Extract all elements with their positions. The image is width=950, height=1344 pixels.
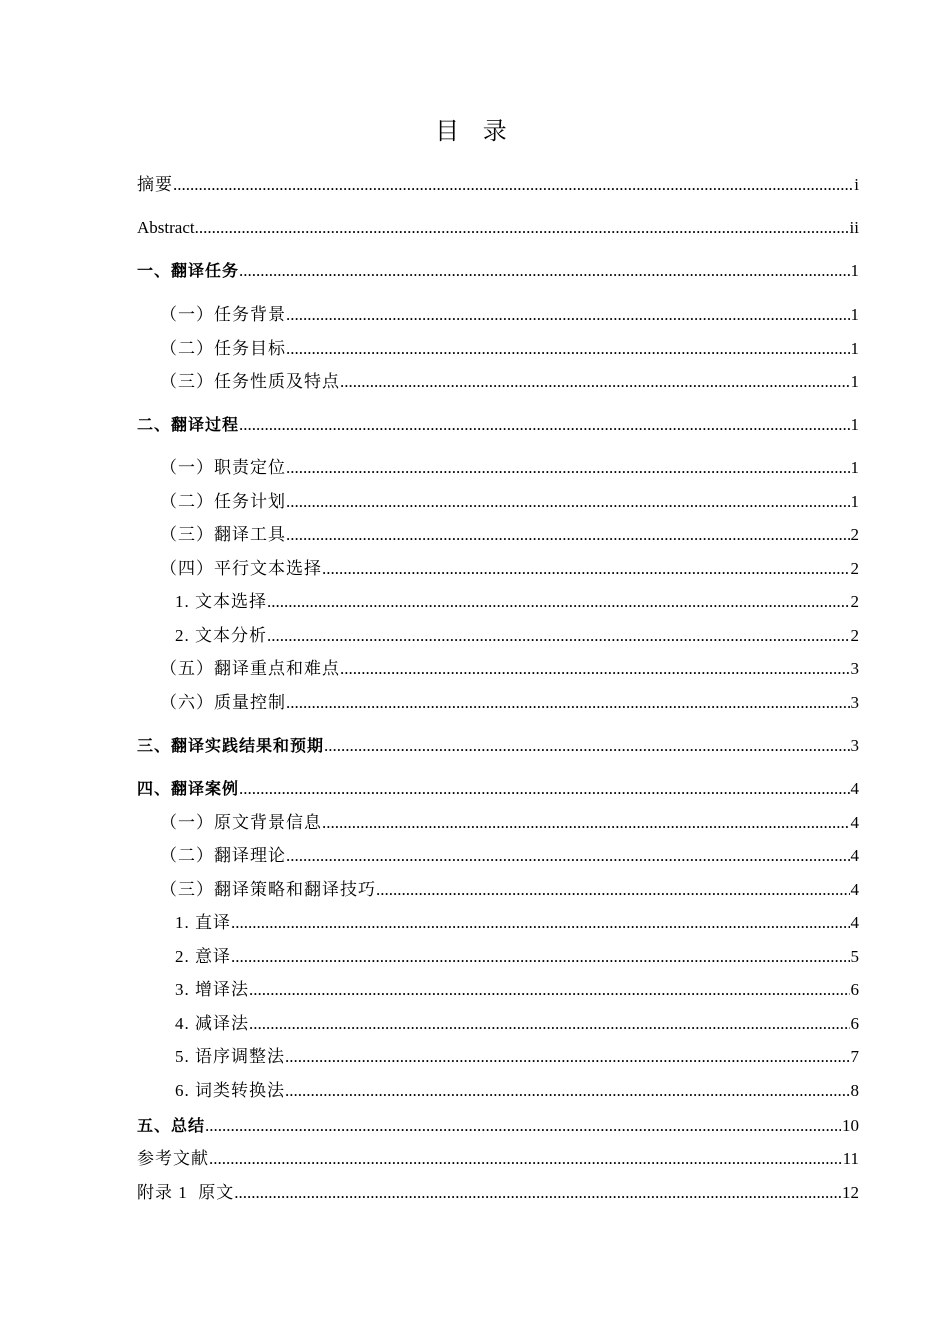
toc-entry-subsection[interactable]: [175, 978, 859, 1002]
toc-entry-label: 6. 词类转换法: [175, 1081, 285, 1100]
dot-leader: [249, 1012, 850, 1036]
dot-leader: [286, 337, 850, 361]
toc-entry-page: 4: [850, 880, 859, 899]
toc-entry-label: 摘要: [137, 175, 173, 194]
toc-entry-appendix-1[interactable]: [137, 1181, 859, 1205]
toc-entry-subsection[interactable]: [175, 1045, 859, 1069]
toc-entry-label: （一）职责定位: [160, 458, 286, 477]
toc-entry-page: 10: [842, 1116, 859, 1135]
toc-entry-chapter-5[interactable]: [137, 1114, 859, 1138]
toc-entry-section[interactable]: [160, 337, 859, 361]
toc-entry-page: 11: [842, 1149, 859, 1168]
toc-entry-label: 2. 意译: [175, 947, 231, 966]
dot-leader: [286, 844, 850, 868]
toc-entry-label: 4. 减译法: [175, 1014, 249, 1033]
toc-entry-abstract-en[interactable]: [137, 216, 859, 240]
toc-entry-section[interactable]: [160, 657, 859, 681]
toc-entry-subsection[interactable]: [175, 1079, 859, 1103]
toc-entry-subsection[interactable]: [175, 945, 859, 969]
dot-leader: [285, 1045, 850, 1069]
dot-leader: [286, 523, 850, 547]
toc-entry-page: 4: [850, 779, 859, 798]
toc-entry-abstract-cn[interactable]: [137, 173, 859, 197]
toc-entry-section[interactable]: [160, 878, 859, 902]
toc-entry-section[interactable]: [160, 490, 859, 514]
toc-entry-label: 二、翻译过程: [137, 415, 240, 434]
toc-entry-label: （三）任务性质及特点: [160, 372, 340, 391]
toc-entry-section[interactable]: [160, 811, 859, 835]
toc-entry-page: 4: [850, 913, 859, 932]
toc-entry-page: ii: [849, 218, 859, 237]
toc-entry-page: i: [854, 175, 859, 194]
toc-entry-page: 2: [850, 626, 859, 645]
toc-entry-page: 1: [850, 492, 859, 511]
toc-entry-label: （四）平行文本选择: [160, 559, 322, 578]
toc-entry-section[interactable]: [160, 303, 859, 327]
dot-leader: [234, 1181, 841, 1205]
toc-entry-label: 一、翻译任务: [137, 261, 240, 280]
toc-entry-label: （三）翻译工具: [160, 525, 286, 544]
dot-leader: [322, 811, 850, 835]
toc-entry-section[interactable]: [160, 370, 859, 394]
toc-entry-page: 1: [850, 339, 859, 358]
toc-entry-page: 2: [850, 592, 859, 611]
toc-entry-label: （六）质量控制: [160, 693, 286, 712]
page-title: 目 录: [435, 117, 515, 145]
dot-leader: [195, 216, 849, 240]
dot-leader: [231, 945, 850, 969]
toc-entry-subsection[interactable]: [175, 624, 859, 648]
dot-leader: [286, 490, 850, 514]
toc-entry-label: 5. 语序调整法: [175, 1047, 285, 1066]
dot-leader: [267, 590, 850, 614]
toc-entry-page: 6: [850, 1014, 859, 1033]
toc-entry-section[interactable]: [160, 844, 859, 868]
toc-entry-label: 3. 增译法: [175, 980, 249, 999]
dot-leader: [376, 878, 850, 902]
dot-leader: [285, 1079, 850, 1103]
toc-entry-label: （二）任务计划: [160, 492, 286, 511]
toc-entry-references[interactable]: [137, 1147, 859, 1171]
toc-entry-chapter-1[interactable]: [137, 259, 859, 283]
dot-leader: [286, 691, 850, 715]
toc-entry-subsection[interactable]: [175, 590, 859, 614]
toc-entry-page: 1: [850, 458, 859, 477]
toc-entry-chapter-3[interactable]: [137, 734, 859, 758]
toc-entry-page: 2: [850, 525, 859, 544]
toc-entry-page: 1: [850, 372, 859, 391]
dot-leader: [209, 1147, 842, 1171]
dot-leader: [286, 456, 850, 480]
toc-entry-chapter-2[interactable]: [137, 413, 859, 437]
toc-entry-chapter-4[interactable]: [137, 777, 859, 801]
toc-entry-label: 附录 1 原文: [137, 1183, 235, 1202]
toc-entry-page: 1: [850, 305, 859, 324]
toc-entry-page: 4: [850, 846, 859, 865]
toc-entry-page: 4: [850, 813, 859, 832]
dot-leader: [322, 557, 850, 581]
toc-entry-label: 参考文献: [137, 1149, 209, 1168]
toc-entry-label: 1. 直译: [175, 913, 231, 932]
dot-leader: [239, 777, 849, 801]
toc-entry-page: 2: [850, 559, 859, 578]
toc-entry-page: 1: [850, 261, 859, 280]
toc-entry-label: （一）原文背景信息: [160, 813, 322, 832]
dot-leader: [340, 657, 850, 681]
toc-entry-label: 三、翻译实践结果和预期: [137, 736, 325, 755]
toc-entry-subsection[interactable]: [175, 1012, 859, 1036]
toc-entry-page: 12: [842, 1183, 859, 1202]
dot-leader: [231, 911, 850, 935]
dot-leader: [239, 259, 849, 283]
dot-leader: [286, 303, 850, 327]
dot-leader: [324, 734, 849, 758]
dot-leader: [340, 370, 850, 394]
toc-entry-page: 3: [850, 659, 859, 678]
toc-entry-label: Abstract: [137, 218, 195, 237]
toc-entry-label: 1. 文本选择: [175, 592, 267, 611]
toc-entry-page: 5: [850, 947, 859, 966]
toc-entry-section[interactable]: [160, 691, 859, 715]
toc-entry-label: （一）任务背景: [160, 305, 286, 324]
toc-entry-label: 四、翻译案例: [137, 779, 240, 798]
toc-entry-section[interactable]: [160, 557, 859, 581]
toc-entry-label: 五、总结: [137, 1116, 206, 1135]
toc-entry-page: 3: [850, 693, 859, 712]
toc-entry-section[interactable]: [160, 456, 859, 480]
dot-leader: [239, 413, 849, 437]
dot-leader: [267, 624, 850, 648]
toc-entry-page: 3: [850, 736, 859, 755]
toc-entry-label: 2. 文本分析: [175, 626, 267, 645]
toc-entry-label: （五）翻译重点和难点: [160, 659, 340, 678]
toc-entry-page: 7: [850, 1047, 859, 1066]
toc-entry-section[interactable]: [160, 523, 859, 547]
toc-entry-label: （二）翻译理论: [160, 846, 286, 865]
dot-leader: [205, 1114, 841, 1138]
toc-entry-label: （三）翻译策略和翻译技巧: [160, 880, 376, 899]
toc-entry-subsection[interactable]: [175, 911, 859, 935]
toc-entry-label: （二）任务目标: [160, 339, 286, 358]
toc-entry-page: 6: [850, 980, 859, 999]
toc-entry-page: 1: [850, 415, 859, 434]
dot-leader: [173, 173, 853, 197]
toc-entry-page: 8: [850, 1081, 859, 1100]
dot-leader: [249, 978, 850, 1002]
